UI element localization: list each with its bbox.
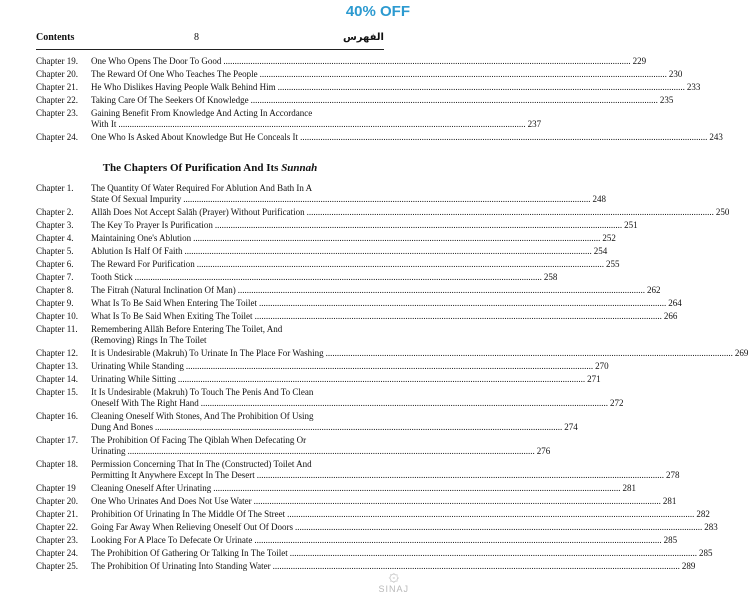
toc-list-knowledge [36, 56, 723, 145]
header-contents-label: Contents [36, 32, 75, 43]
toc-entry[interactable] [36, 207, 730, 218]
chapter-title: Allāh Does Not Accept Salāh (Prayer) Without Purification [91, 207, 305, 217]
toc-entry[interactable] [36, 246, 608, 257]
toc-entry[interactable] [36, 459, 680, 481]
chapter-title: The Prohibition Of Facing The Qiblah When Defecating Or [91, 435, 307, 445]
publisher-watermark [378, 566, 409, 594]
chapter-page-number: 229 [632, 56, 647, 66]
chapter-page-number: 271 [587, 374, 601, 384]
chapter-title: It is Undesirable (Makruh) To Urinate In The Place For Washing [91, 348, 324, 358]
chapter-page-number: 272 [610, 398, 624, 408]
dot-leader [213, 483, 620, 494]
toc-entry[interactable] [36, 183, 606, 205]
dot-leader [295, 522, 702, 533]
chapter-page-number: 269 [734, 348, 748, 358]
dot-leader [185, 246, 592, 257]
toc-entry[interactable] [36, 522, 718, 533]
chapter-page-number: 278 [666, 470, 680, 480]
chapter-page-number: 289 [681, 561, 696, 571]
chapter-page-number: 283 [704, 522, 718, 532]
toc-list-purification [36, 183, 748, 574]
chapter-number: Chapter 22. [36, 95, 78, 105]
chapter-number: Chapter 23. [36, 535, 78, 545]
chapter-title: State Of Sexual Impurity [91, 194, 182, 204]
chapter-page-number: 233 [686, 82, 701, 92]
chapter-page-number: 235 [659, 95, 674, 105]
dot-leader [254, 535, 661, 546]
chapter-number: Chapter 6. [36, 259, 74, 269]
chapter-number: Chapter 21. [36, 509, 78, 519]
dot-leader [201, 398, 608, 409]
chapter-page-number: 281 [662, 496, 677, 506]
chapter-number: Chapter 12. [36, 348, 78, 358]
chapter-number: Chapter 8. [36, 285, 74, 295]
chapter-title: Urinating While Sitting [91, 374, 176, 384]
toc-entry[interactable] [36, 220, 638, 231]
chapter-number: Chapter 23. [36, 108, 78, 118]
chapter-title: Tooth Stick [91, 272, 133, 282]
chapter-title: Dung And Bones [91, 422, 154, 432]
dot-leader [215, 220, 622, 231]
chapter-number: Chapter 19 [36, 483, 76, 493]
chapter-title: The Reward For Purification [91, 259, 195, 269]
chapter-title: Maintaining One's Ablution [91, 233, 192, 243]
dot-leader [155, 422, 562, 433]
toc-entry[interactable] [36, 108, 542, 130]
discount-badge: 40% OFF [345, 3, 410, 20]
chapter-title: Prohibition Of Urinating In The Middle Of The Street [91, 509, 286, 519]
dot-leader [300, 132, 707, 143]
dot-leader [128, 446, 535, 457]
dot-leader [257, 470, 664, 481]
chapter-page-number: 243 [709, 132, 723, 142]
toc-entry[interactable] [36, 298, 682, 309]
dot-leader [118, 119, 525, 130]
toc-entry[interactable] [36, 324, 384, 346]
chapter-number: Chapter 4. [36, 233, 74, 243]
chapter-title: One Who Opens The Door To Good [91, 56, 222, 66]
chapter-title: The Prohibition Of Urinating Into Standing Water [91, 561, 271, 571]
chapter-page-number: 258 [543, 272, 558, 282]
chapter-page-number: 270 [595, 361, 609, 371]
dot-leader [186, 361, 593, 372]
chapter-title: Remembering Allāh Before Entering The Toilet, And [91, 324, 283, 334]
chapter-page-number: 237 [527, 119, 542, 129]
chapter-title: Urinating [91, 446, 126, 456]
dot-leader [278, 82, 685, 93]
chapter-number: Chapter 14. [36, 374, 78, 384]
chapter-number: Chapter 13. [36, 361, 78, 371]
chapter-number: Chapter 24. [36, 132, 78, 142]
toc-entry[interactable] [36, 56, 647, 67]
chapter-title: Permitting It Anywhere Except In The Desert [91, 470, 255, 480]
toc-entry[interactable] [36, 387, 624, 409]
toc-entry[interactable] [36, 509, 710, 520]
chapter-page-number: 262 [646, 285, 661, 295]
chapter-page-number: 252 [602, 233, 616, 243]
dot-leader [287, 509, 694, 520]
dot-leader [223, 56, 630, 67]
chapter-number: Chapter 15. [36, 387, 78, 397]
section-title-emphasis: Sunnah [281, 162, 318, 174]
chapter-number: Chapter 10. [36, 311, 78, 321]
chapter-page-number: 255 [605, 259, 620, 269]
chapter-number: Chapter 3. [36, 220, 74, 230]
dot-leader [326, 348, 733, 359]
chapter-page-number: 274 [564, 422, 578, 432]
toc-entry[interactable] [36, 374, 601, 385]
chapter-page-number: 276 [536, 446, 551, 456]
watermark-text: SINAJ [378, 584, 409, 594]
chapter-page-number: 285 [698, 548, 713, 558]
chapter-page-number: 250 [715, 207, 730, 217]
chapter-title: With It [91, 119, 117, 129]
dot-leader [193, 233, 600, 244]
chapter-title: He Who Dislikes Having People Walk Behind Him [91, 82, 276, 92]
chapter-number: Chapter 11. [36, 324, 78, 334]
chapter-title: Oneself With The Right Hand [91, 398, 199, 408]
dot-leader [290, 548, 697, 559]
chapter-title: Going Far Away When Relieving Oneself Out Of Doors [91, 522, 293, 532]
toc-entry[interactable] [36, 82, 701, 93]
chapter-number: Chapter 21. [36, 82, 78, 92]
toc-entry[interactable] [36, 496, 677, 507]
chapter-title: The Fitrah (Natural Inclination Of Man) [91, 285, 236, 295]
toc-entry[interactable] [36, 535, 678, 546]
dot-leader [255, 311, 662, 322]
chapter-number: Chapter 24. [36, 548, 78, 558]
chapter-number: Chapter 2. [36, 207, 74, 217]
toc-entry[interactable] [36, 233, 616, 244]
chapter-title: What Is To Be Said When Entering The Toilet [91, 298, 258, 308]
toc-entry[interactable] [36, 285, 661, 296]
dot-leader [254, 496, 661, 507]
toc-entry[interactable] [36, 548, 713, 559]
chapter-title: One Who Urinates And Does Not Use Water [91, 496, 252, 506]
chapter-title: Looking For A Place To Defecate Or Urinate [91, 535, 253, 545]
chapter-page-number: 254 [593, 246, 608, 256]
section-title-text: The Chapters Of Purification And Its [102, 162, 282, 174]
section-title [36, 162, 384, 174]
chapter-title: The Quantity Of Water Required For Ablution And Bath In A [91, 183, 313, 193]
dot-leader [307, 207, 714, 218]
toc-entry[interactable] [36, 132, 723, 143]
chapter-title: One Who Is Asked About Knowledge But He Conceals It [91, 132, 299, 142]
chapter-page-number: 251 [624, 220, 638, 230]
toc-entry[interactable] [36, 411, 578, 433]
chapter-page-number: 281 [622, 483, 636, 493]
toc-entry[interactable] [36, 561, 696, 572]
dot-leader [135, 272, 542, 283]
toc-entry[interactable] [36, 435, 551, 457]
chapter-title: Cleaning Oneself With Stones, And The Prohibition Of Using [91, 411, 314, 421]
chapter-number: Chapter 20. [36, 496, 78, 506]
dot-leader [238, 285, 645, 296]
chapter-number: Chapter 25. [36, 561, 78, 571]
chapter-title: Gaining Benefit From Knowledge And Acting In Accordance [91, 108, 313, 118]
toc-entry[interactable] [36, 69, 683, 80]
chapter-title: The Key To Prayer Is Purification [91, 220, 213, 230]
toc-entry[interactable] [36, 311, 678, 322]
page-number: 8 [194, 32, 199, 43]
chapter-number: Chapter 16. [36, 411, 78, 421]
chapter-title: What Is To Be Said When Exiting The Toilet [91, 311, 253, 321]
dot-leader [183, 194, 590, 205]
chapter-page-number: 230 [668, 69, 683, 79]
chapter-number: Chapter 20. [36, 69, 78, 79]
dot-leader [273, 561, 680, 572]
toc-entry[interactable] [36, 272, 558, 283]
chapter-title: Cleaning Oneself After Urinating [91, 483, 212, 493]
chapter-title: The Reward Of One Who Teaches The People [91, 69, 258, 79]
chapter-page-number: 264 [668, 298, 682, 308]
chapter-title: Urinating While Standing [91, 361, 184, 371]
dot-leader [178, 374, 585, 385]
header-divider [36, 49, 384, 50]
dot-leader [260, 69, 667, 80]
chapter-page-number: 248 [592, 194, 606, 204]
chapter-page-number: 285 [663, 535, 678, 545]
toc-entry[interactable] [36, 348, 748, 359]
dot-leader [259, 298, 666, 309]
header-arabic-label: الفهرس [342, 32, 384, 43]
chapter-number: Chapter 19. [36, 56, 78, 66]
chapter-title: Permission Concerning That In The (Constructed) Toilet And [91, 459, 312, 469]
chapter-number: Chapter 22. [36, 522, 78, 532]
toc-entry[interactable] [36, 361, 609, 372]
chapter-page-number: 266 [663, 311, 678, 321]
chapter-number: Chapter 7. [36, 272, 74, 282]
chapter-page-number: 282 [696, 509, 710, 519]
page-header [36, 32, 384, 46]
watermark-logo-icon: ۞ [388, 565, 400, 585]
chapter-number: Chapter 18. [36, 459, 78, 469]
chapter-number: Chapter 5. [36, 246, 74, 256]
chapter-number: Chapter 9. [36, 298, 74, 308]
chapter-title: The Prohibition Of Gathering Or Talking In The Toilet [91, 548, 288, 558]
toc-entry[interactable] [36, 95, 674, 106]
chapter-number: Chapter 17. [36, 435, 78, 445]
chapter-title: Taking Care Of The Seekers Of Knowledge [91, 95, 249, 105]
toc-entry[interactable] [36, 259, 620, 270]
chapter-title: Ablution Is Half Of Faith [91, 246, 183, 256]
toc-entry[interactable] [36, 483, 636, 494]
chapter-number: Chapter 1. [36, 183, 74, 193]
chapter-title: It Is Undesirable (Makruh) To Touch The Penis And To Clean [91, 387, 314, 397]
chapter-title: (Removing) Rings In The Toilet [91, 335, 207, 345]
dot-leader [251, 95, 658, 106]
dot-leader [197, 259, 604, 270]
